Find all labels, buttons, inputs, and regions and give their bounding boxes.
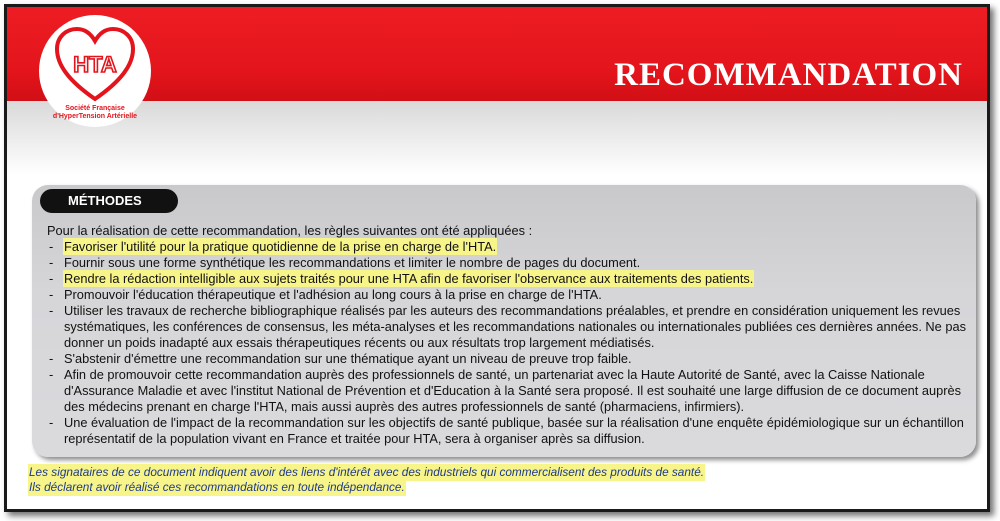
bullet-dash: - <box>49 367 54 382</box>
methodes-intro: Pour la réalisation de cette recommandation, les règles suivantes ont été appliquées : <box>47 223 533 238</box>
bullet-dash: - <box>49 271 54 286</box>
page-title: RECOMMANDATION <box>614 57 963 93</box>
rule-text: S'abstenir d'émettre une recommandation sur une thématique ayant un niveau de preuve trop faible. <box>64 351 632 366</box>
disclosure-line1: Les signataires de ce document indiquent avoir des liens d'intérêt avec des industriels qui commercialisent des produits de santé. <box>29 465 705 479</box>
rule-item <box>47 271 969 287</box>
bullet-dash: - <box>49 239 54 254</box>
methodes-panel <box>32 185 976 457</box>
logo-name <box>39 105 151 121</box>
rule-text: Une évaluation de l'impact de la recommandation sur les objectifs de santé publique, basée sur la réalisation d'une enquête épidémiologique sur un échantillon représentatif de la population vivant en France et traitée pour HTA, sera à organiser après sa diffusion. <box>64 415 964 446</box>
logo-name-line2: d'HyperTension Artérielle <box>52 113 138 120</box>
bullet-dash: - <box>49 303 54 318</box>
rule-item <box>47 255 969 271</box>
rule-text: Promouvoir l'éducation thérapeutique et l'adhésion au long cours à la prise en charge de l'HTA. <box>64 287 602 302</box>
rule-item <box>47 367 969 415</box>
rule-item <box>47 351 969 367</box>
logo-name-line1: Société Française <box>65 105 125 112</box>
methodes-label: MÉTHODES <box>40 189 178 213</box>
logo <box>39 15 151 127</box>
heart-logo-icon <box>53 25 137 105</box>
disclosure-line2: Ils déclarent avoir réalisé ces recommandations en toute indépendance. <box>29 480 405 494</box>
rule-item <box>47 239 969 255</box>
rule-item <box>47 415 969 447</box>
rule-item <box>47 303 969 351</box>
page-frame <box>4 4 990 512</box>
header-shade <box>7 101 987 175</box>
rule-text: Rendre la rédaction intelligible aux sujets traités pour une HTA afin de favoriser l'observance aux traitements des patients. <box>64 271 754 286</box>
disclosure-footer <box>29 465 969 495</box>
rule-text: Afin de promouvoir cette recommandation auprès des professionnels de santé, un partenariat avec la Haute Autorité de Santé, avec la Caisse Nationale d'Assurance Maladie et avec l'institut National de Prévention et d'Education à la Santé sera proposé. Il est souhaité une large diffusion de ce document auprès des médecins prenant en charge l'HTA, mais aussi auprès des autres professionnels de santé (pharmaciens, infirmiers). <box>64 367 962 414</box>
bullet-dash: - <box>49 415 54 430</box>
rule-text: Favoriser l'utilité pour la pratique quotidienne de la prise en charge de l'HTA. <box>64 239 497 254</box>
rules-list <box>47 239 969 447</box>
rule-item <box>47 287 969 303</box>
bullet-dash: - <box>49 287 54 302</box>
logo-acronym: HTA <box>73 52 117 77</box>
rule-text: Fournir sous une forme synthétique les recommandations et limiter le nombre de pages du document. <box>64 255 641 270</box>
rule-text: Utiliser les travaux de recherche bibliographique réalisés par les auteurs des recommandations préalables, et prendre en considération uniquement les revues systématiques, les conférences de consensus, les méta-analyses et les recommandations nationales ou internationales publiées ces dernières années. Ne pas donner un poids inadapté aux essais thérapeutiques récents ou aux résultats trop largement médiatisés. <box>64 303 966 350</box>
methodes-body <box>47 223 969 447</box>
bullet-dash: - <box>49 351 54 366</box>
bullet-dash: - <box>49 255 54 270</box>
